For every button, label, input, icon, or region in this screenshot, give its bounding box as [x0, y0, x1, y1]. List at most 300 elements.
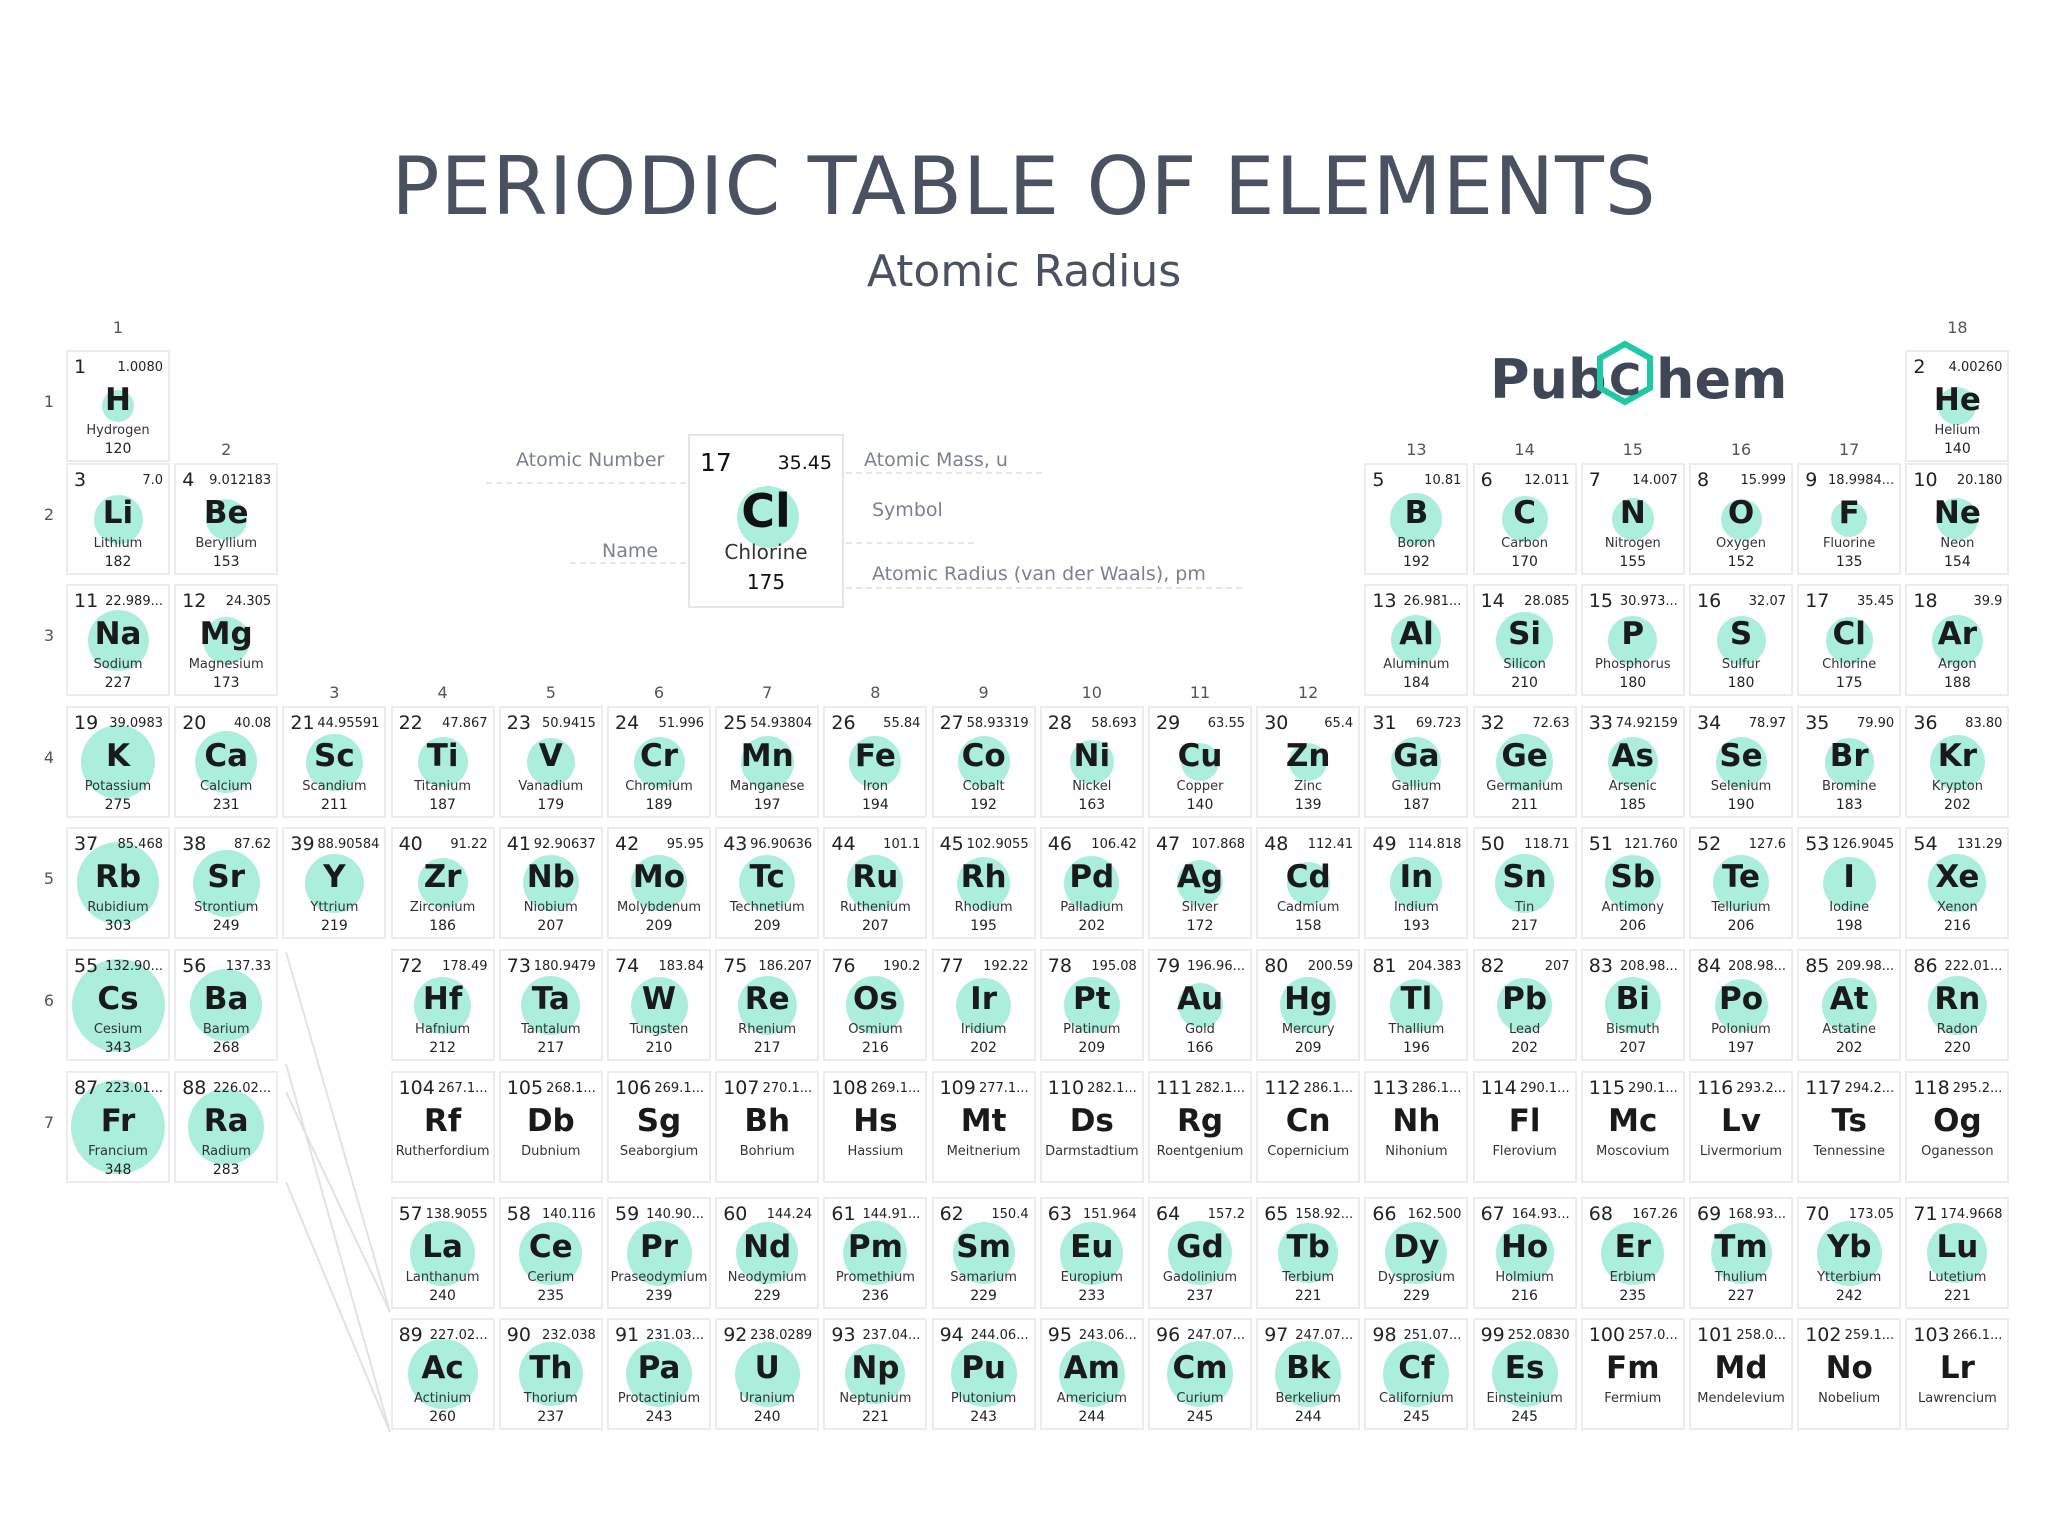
element-cell-pt[interactable]	[1040, 949, 1144, 1061]
element-symbol: Cd	[1285, 859, 1331, 895]
element-cell-c[interactable]	[1473, 463, 1577, 575]
element-name: Lutetium	[1928, 1270, 1987, 1285]
element-cell-am[interactable]	[1040, 1318, 1144, 1430]
atomic-number: 68	[1588, 1203, 1613, 1225]
element-cell-pb[interactable]	[1473, 949, 1577, 1061]
element-cell-as[interactable]	[1581, 706, 1685, 818]
element-cell-hs[interactable]	[823, 1071, 927, 1183]
element-cell-pd[interactable]	[1040, 827, 1144, 939]
element-cell-rh[interactable]	[932, 827, 1036, 939]
atomic-number: 89	[398, 1324, 423, 1346]
period-label-5: 5	[43, 869, 55, 888]
element-symbol: I	[1843, 859, 1855, 895]
element-cell-ts[interactable]	[1797, 1071, 1901, 1183]
element-symbol: Ac	[421, 1350, 464, 1386]
element-cell-y[interactable]	[282, 827, 386, 939]
element-cell-ds[interactable]	[1040, 1071, 1144, 1183]
element-symbol: Rf	[423, 1103, 462, 1139]
atomic-radius: 303	[104, 918, 132, 934]
atomic-mass: 39.0983	[109, 716, 163, 731]
atomic-radius: 235	[1619, 1288, 1647, 1304]
element-cell-rb[interactable]	[66, 827, 170, 939]
atomic-number: 85	[1805, 955, 1830, 977]
element-cell-md[interactable]	[1689, 1318, 1793, 1430]
period-label-1: 1	[43, 392, 55, 411]
atomic-radius: 221	[862, 1409, 889, 1425]
atomic-number: 106	[615, 1077, 652, 1099]
atomic-radius: 217	[1511, 918, 1538, 934]
element-cell-ga[interactable]	[1364, 706, 1468, 818]
atomic-number: 19	[74, 712, 99, 734]
atomic-number: 45	[939, 833, 964, 855]
element-cell-pu[interactable]	[932, 1318, 1036, 1430]
element-name: Oxygen	[1715, 536, 1767, 551]
atomic-mass: 295.2...	[1952, 1081, 2003, 1096]
atomic-mass: 162.500	[1407, 1207, 1462, 1222]
atomic-number: 31	[1372, 712, 1397, 734]
element-cell-fe[interactable]	[823, 706, 927, 818]
element-name: Flerovium	[1492, 1144, 1557, 1159]
element-symbol: Eu	[1070, 1229, 1114, 1265]
element-cell-ge[interactable]	[1473, 706, 1577, 818]
atomic-mass: 32.07	[1748, 594, 1786, 609]
element-cell-o[interactable]	[1689, 463, 1793, 575]
element-cell-nh[interactable]	[1364, 1071, 1468, 1183]
element-cell-sm[interactable]	[932, 1197, 1036, 1309]
element-name: Darmstadtium	[1045, 1144, 1139, 1159]
element-cell-in[interactable]	[1364, 827, 1468, 939]
element-cell-ho[interactable]	[1473, 1197, 1577, 1309]
group-label-8: 8	[870, 683, 881, 702]
atomic-mass: 247.07...	[1295, 1328, 1354, 1343]
element-cell-tc[interactable]	[715, 827, 819, 939]
logo-text-right: hem	[1656, 348, 1788, 411]
element-name: Phosphorus	[1594, 657, 1671, 672]
element-cell-mc[interactable]	[1581, 1071, 1685, 1183]
element-cell-ni[interactable]	[1040, 706, 1144, 818]
atomic-number: 70	[1805, 1203, 1830, 1225]
group-label-11: 11	[1189, 683, 1211, 702]
atomic-radius: 198	[1835, 918, 1863, 934]
element-symbol: Ni	[1073, 738, 1111, 774]
element-cell-pm[interactable]	[823, 1197, 927, 1309]
period-label-4: 4	[43, 748, 55, 767]
element-cell-mt[interactable]	[932, 1071, 1036, 1183]
element-cell-at[interactable]	[1797, 949, 1901, 1061]
atomic-number: 41	[506, 833, 531, 855]
element-cell-h[interactable]	[66, 350, 170, 462]
atomic-radius: 120	[104, 441, 132, 457]
element-cell-cm[interactable]	[1148, 1318, 1252, 1430]
atomic-mass: 173.05	[1848, 1207, 1895, 1222]
atomic-number: 9	[1805, 469, 1818, 491]
element-symbol: V	[538, 738, 563, 774]
atomic-number: 103	[1913, 1324, 1950, 1346]
element-name: Ruthenium	[840, 900, 911, 915]
element-symbol: Sb	[1610, 859, 1656, 895]
element-symbol: Cn	[1285, 1103, 1331, 1139]
atomic-radius: 207	[862, 918, 889, 934]
element-cell-fr[interactable]	[66, 1071, 170, 1183]
atomic-number: 1	[74, 356, 87, 378]
element-cell-fl[interactable]	[1473, 1071, 1577, 1183]
atomic-mass: 92.90637	[533, 837, 596, 852]
legend-key-element	[688, 434, 844, 608]
element-cell-po[interactable]	[1689, 949, 1793, 1061]
atomic-radius: 187	[429, 797, 456, 813]
element-symbol: Ca	[204, 738, 249, 774]
element-symbol: Ti	[426, 738, 459, 774]
atomic-mass: 178.49	[442, 959, 488, 974]
element-symbol: As	[1611, 738, 1655, 774]
element-cell-th[interactable]	[499, 1318, 603, 1430]
atomic-radius: 187	[1403, 797, 1430, 813]
atomic-number: 86	[1913, 955, 1938, 977]
element-cell-ta[interactable]	[499, 949, 603, 1061]
atomic-mass: 151.964	[1083, 1207, 1137, 1222]
atomic-radius: 185	[1619, 797, 1647, 813]
element-cell-nd[interactable]	[715, 1197, 819, 1309]
element-cell-ne[interactable]	[1905, 463, 2009, 575]
atomic-number: 57	[398, 1203, 423, 1225]
element-cell-mo[interactable]	[607, 827, 711, 939]
element-name: Titanium	[414, 779, 472, 794]
atomic-radius: 236	[862, 1288, 889, 1304]
element-cell-s[interactable]	[1689, 584, 1793, 696]
element-name: Palladium	[1060, 900, 1124, 915]
atomic-mass: 209.98...	[1836, 959, 1895, 974]
element-cell-ag[interactable]	[1148, 827, 1252, 939]
group-label-7: 7	[762, 683, 773, 702]
element-name: Rhenium	[738, 1022, 797, 1037]
group-label-9: 9	[978, 683, 989, 702]
atomic-number: 42	[615, 833, 640, 855]
atomic-mass: 244.06...	[970, 1328, 1029, 1343]
atomic-radius: 184	[1403, 675, 1430, 691]
element-cell-ru[interactable]	[823, 827, 927, 939]
element-name: Bromine	[1821, 779, 1877, 794]
element-name: Scandium	[302, 779, 367, 794]
element-name: Thulium	[1714, 1270, 1768, 1285]
element-symbol: Md	[1714, 1350, 1768, 1386]
atomic-mass: 58.93319	[966, 716, 1029, 731]
atomic-mass: 144.24	[766, 1207, 813, 1222]
element-cell-db[interactable]	[499, 1071, 603, 1183]
element-cell-ti[interactable]	[391, 706, 495, 818]
element-symbol: Ra	[203, 1103, 249, 1139]
atomic-mass: 195.08	[1091, 959, 1137, 974]
element-cell-lu[interactable]	[1905, 1197, 2009, 1309]
atomic-radius: 192	[1403, 554, 1430, 570]
atomic-radius: 197	[1727, 1040, 1755, 1056]
element-cell-b[interactable]	[1364, 463, 1468, 575]
element-cell-tl[interactable]	[1364, 949, 1468, 1061]
element-cell-sb[interactable]	[1581, 827, 1685, 939]
element-cell-bk[interactable]	[1256, 1318, 1360, 1430]
element-name: Uranium	[739, 1391, 795, 1406]
atomic-number: 69	[1697, 1203, 1722, 1225]
element-name: Dysprosium	[1377, 1270, 1455, 1285]
element-cell-ra[interactable]	[174, 1071, 278, 1183]
element-cell-cr[interactable]	[607, 706, 711, 818]
element-cell-ba[interactable]	[174, 949, 278, 1061]
atomic-radius: 243	[970, 1409, 997, 1425]
element-cell-la[interactable]	[391, 1197, 495, 1309]
atomic-mass: 138.9055	[425, 1207, 488, 1222]
element-cell-ac[interactable]	[391, 1318, 495, 1430]
legend-key-number: 17	[700, 448, 732, 477]
element-cell-si[interactable]	[1473, 584, 1577, 696]
element-cell-nb[interactable]	[499, 827, 603, 939]
element-cell-ar[interactable]	[1905, 584, 2009, 696]
element-cell-co[interactable]	[932, 706, 1036, 818]
atomic-number: 73	[506, 955, 531, 977]
atomic-number: 63	[1047, 1203, 1072, 1225]
element-name: Tennessine	[1813, 1144, 1885, 1159]
atomic-mass: 190.2	[883, 959, 921, 974]
element-name: Platinum	[1063, 1022, 1121, 1037]
element-cell-yb[interactable]	[1797, 1197, 1901, 1309]
element-cell-ce[interactable]	[499, 1197, 603, 1309]
atomic-mass: 226.02...	[213, 1081, 272, 1096]
atomic-radius: 243	[645, 1409, 673, 1425]
element-cell-f[interactable]	[1797, 463, 1901, 575]
atomic-radius: 240	[429, 1288, 456, 1304]
element-cell-tb[interactable]	[1256, 1197, 1360, 1309]
element-cell-os[interactable]	[823, 949, 927, 1061]
element-cell-sc[interactable]	[282, 706, 386, 818]
element-cell-pa[interactable]	[607, 1318, 711, 1430]
atomic-mass: 107.868	[1191, 837, 1245, 852]
atomic-radius: 163	[1078, 797, 1106, 813]
element-cell-cs[interactable]	[66, 949, 170, 1061]
element-name: Cerium	[527, 1270, 575, 1285]
atomic-number: 51	[1588, 833, 1613, 855]
element-cell-zn[interactable]	[1256, 706, 1360, 818]
atomic-mass: 114.818	[1407, 837, 1462, 852]
element-cell-pr[interactable]	[607, 1197, 711, 1309]
element-name: Moscovium	[1596, 1144, 1670, 1159]
element-symbol: Hf	[422, 981, 463, 1017]
atomic-number: 84	[1697, 955, 1722, 977]
element-cell-br[interactable]	[1797, 706, 1901, 818]
atomic-radius: 196	[1403, 1040, 1430, 1056]
element-cell-kr[interactable]	[1905, 706, 2009, 818]
element-cell-al[interactable]	[1364, 584, 1468, 696]
atomic-number: 82	[1480, 955, 1505, 977]
element-name: Silver	[1181, 900, 1219, 915]
atomic-radius: 155	[1619, 554, 1647, 570]
atomic-number: 105	[506, 1077, 544, 1099]
element-name: Gadolinium	[1162, 1270, 1238, 1285]
element-name: Manganese	[729, 779, 805, 794]
atomic-radius: 202	[970, 1040, 997, 1056]
atomic-radius: 249	[212, 918, 240, 934]
group-label-4: 4	[437, 683, 448, 702]
atomic-radius: 212	[429, 1040, 456, 1056]
element-cell-cd[interactable]	[1256, 827, 1360, 939]
element-cell-cn[interactable]	[1256, 1071, 1360, 1183]
atomic-radius: 240	[753, 1409, 781, 1425]
element-cell-cf[interactable]	[1364, 1318, 1468, 1430]
atomic-mass: 54.93804	[750, 716, 813, 731]
element-name: Thallium	[1388, 1022, 1445, 1037]
atomic-mass: 121.760	[1624, 837, 1678, 852]
element-name: Radium	[201, 1144, 251, 1159]
atomic-number: 58	[506, 1203, 531, 1225]
period-label-2: 2	[43, 505, 55, 524]
atomic-mass: 238.0289	[750, 1328, 813, 1343]
element-name: Hydrogen	[86, 423, 150, 438]
atomic-mass: 266.1...	[1952, 1328, 2003, 1343]
element-name: Zirconium	[409, 900, 476, 915]
atomic-mass: 257.0...	[1628, 1328, 1678, 1343]
element-cell-fm[interactable]	[1581, 1318, 1685, 1430]
element-symbol: Os	[852, 981, 898, 1017]
element-cell-cu[interactable]	[1148, 706, 1252, 818]
element-name: Hassium	[847, 1144, 904, 1159]
element-cell-he[interactable]	[1905, 350, 2009, 462]
element-cell-xe[interactable]	[1905, 827, 2009, 939]
element-cell-og[interactable]	[1905, 1071, 2009, 1183]
element-cell-k[interactable]	[66, 706, 170, 818]
element-symbol: Cs	[97, 981, 139, 1017]
element-name: Meitnerium	[946, 1144, 1021, 1159]
atomic-radius: 153	[212, 554, 240, 570]
element-symbol: Au	[1176, 981, 1224, 1017]
atomic-mass: 251.07...	[1403, 1328, 1462, 1343]
atomic-number: 55	[74, 955, 99, 977]
element-cell-rf[interactable]	[391, 1071, 495, 1183]
element-symbol: Fm	[1606, 1350, 1660, 1386]
element-cell-bh[interactable]	[715, 1071, 819, 1183]
atomic-number: 101	[1697, 1324, 1734, 1346]
atomic-number: 18	[1913, 590, 1938, 612]
element-cell-rn[interactable]	[1905, 949, 2009, 1061]
element-cell-es[interactable]	[1473, 1318, 1577, 1430]
atomic-number: 72	[398, 955, 423, 977]
element-cell-sg[interactable]	[607, 1071, 711, 1183]
element-symbol: Er	[1614, 1229, 1652, 1265]
atomic-number: 10	[1913, 469, 1938, 491]
element-cell-au[interactable]	[1148, 949, 1252, 1061]
element-symbol: Rh	[960, 859, 1007, 895]
element-cell-v[interactable]	[499, 706, 603, 818]
element-cell-li[interactable]	[66, 463, 170, 575]
atomic-mass: 270.1...	[762, 1081, 813, 1096]
element-cell-na[interactable]	[66, 584, 170, 696]
atomic-mass: 267.1...	[437, 1081, 488, 1096]
atomic-number: 81	[1372, 955, 1397, 977]
element-cell-gd[interactable]	[1148, 1197, 1252, 1309]
atomic-radius: 211	[1511, 797, 1538, 813]
atomic-number: 50	[1480, 833, 1505, 855]
atomic-mass: 174.9668	[1940, 1207, 2003, 1222]
element-name: Cobalt	[962, 779, 1005, 794]
atomic-number: 14	[1480, 590, 1505, 612]
element-cell-hg[interactable]	[1256, 949, 1360, 1061]
atomic-mass: 131.29	[1956, 837, 2003, 852]
atomic-mass: 158.92...	[1295, 1207, 1354, 1222]
element-cell-bi[interactable]	[1581, 949, 1685, 1061]
atomic-mass: 10.81	[1424, 473, 1462, 488]
atomic-number: 97	[1264, 1324, 1289, 1346]
element-cell-dy[interactable]	[1364, 1197, 1468, 1309]
element-cell-u[interactable]	[715, 1318, 819, 1430]
element-symbol: P	[1621, 616, 1645, 652]
element-cell-no[interactable]	[1797, 1318, 1901, 1430]
element-cell-ir[interactable]	[932, 949, 1036, 1061]
element-cell-sn[interactable]	[1473, 827, 1577, 939]
element-cell-w[interactable]	[607, 949, 711, 1061]
element-name: Praseodymium	[610, 1270, 708, 1285]
element-symbol: Ce	[528, 1229, 573, 1265]
atomic-radius: 192	[970, 797, 997, 813]
element-cell-ca[interactable]	[174, 706, 278, 818]
legend-guide-line	[570, 562, 686, 564]
element-symbol: Ba	[203, 981, 249, 1017]
atomic-number: 107	[723, 1077, 760, 1099]
element-name: Tin	[1514, 900, 1535, 915]
atomic-number: 66	[1372, 1203, 1397, 1225]
element-cell-tm[interactable]	[1689, 1197, 1793, 1309]
atomic-radius: 231	[212, 797, 240, 813]
atomic-radius: 202	[1511, 1040, 1538, 1056]
element-symbol: Se	[1719, 738, 1763, 774]
element-name: Gallium	[1391, 779, 1442, 794]
element-symbol: H	[105, 382, 131, 418]
atomic-mass: 132.90...	[105, 959, 163, 974]
element-name: Berkelium	[1275, 1391, 1341, 1406]
element-cell-n[interactable]	[1581, 463, 1685, 575]
element-cell-np[interactable]	[823, 1318, 927, 1430]
atomic-radius: 140	[1186, 797, 1214, 813]
element-symbol: S	[1729, 616, 1753, 652]
atomic-mass: 101.1	[883, 837, 921, 852]
element-cell-cl[interactable]	[1797, 584, 1901, 696]
element-cell-be[interactable]	[174, 463, 278, 575]
element-cell-rg[interactable]	[1148, 1071, 1252, 1183]
element-cell-lv[interactable]	[1689, 1071, 1793, 1183]
element-cell-er[interactable]	[1581, 1197, 1685, 1309]
element-cell-mn[interactable]	[715, 706, 819, 818]
element-symbol: Re	[744, 981, 790, 1017]
element-cell-lr[interactable]	[1905, 1318, 2009, 1430]
element-cell-i[interactable]	[1797, 827, 1901, 939]
element-cell-mg[interactable]	[174, 584, 278, 696]
atomic-number: 32	[1480, 712, 1505, 734]
legend-key-mass: 35.45	[777, 452, 832, 474]
atomic-number: 91	[615, 1324, 640, 1346]
atomic-mass: 243.06...	[1078, 1328, 1137, 1343]
element-symbol: N	[1619, 495, 1646, 531]
element-symbol: Pb	[1502, 981, 1548, 1017]
element-cell-hf[interactable]	[391, 949, 495, 1061]
element-cell-se[interactable]	[1689, 706, 1793, 818]
atomic-number: 28	[1047, 712, 1072, 734]
atomic-radius: 202	[1078, 918, 1106, 934]
element-cell-sr[interactable]	[174, 827, 278, 939]
element-cell-zr[interactable]	[391, 827, 495, 939]
atomic-mass: 286.1...	[1411, 1081, 1462, 1096]
element-cell-eu[interactable]	[1040, 1197, 1144, 1309]
element-cell-p[interactable]	[1581, 584, 1685, 696]
element-name: Gold	[1185, 1022, 1215, 1037]
period-label-7: 7	[43, 1113, 55, 1132]
element-name: Chlorine	[1822, 657, 1877, 672]
element-cell-re[interactable]	[715, 949, 819, 1061]
element-cell-te[interactable]	[1689, 827, 1793, 939]
